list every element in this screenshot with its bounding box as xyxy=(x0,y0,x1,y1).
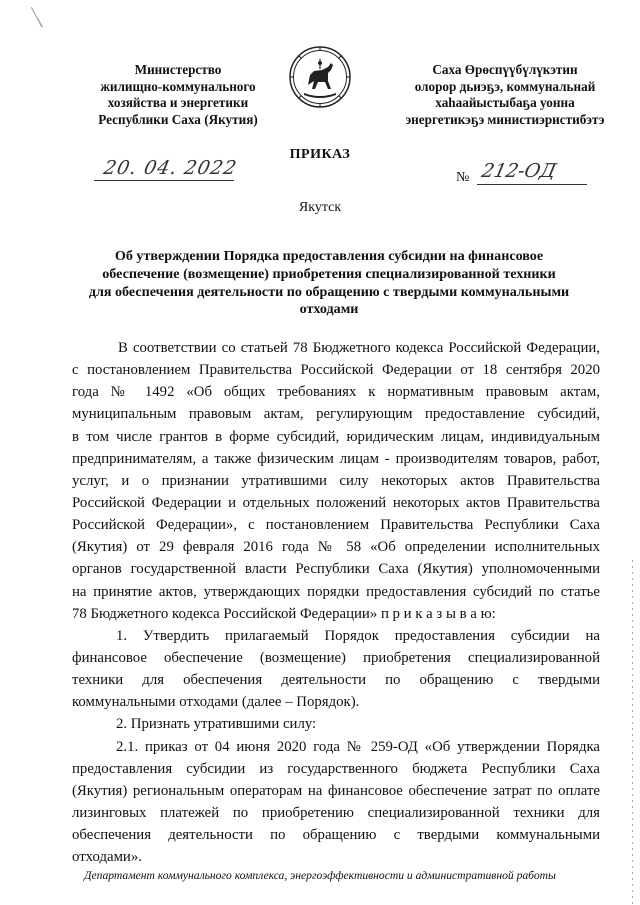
yakutia-emblem-icon xyxy=(288,45,352,109)
order-body xyxy=(72,337,600,868)
body-line: услуг, и о признании утратившими силу некоторых актов Правительства xyxy=(72,472,600,489)
ministry-line: хозяйства и энергетики xyxy=(107,95,249,110)
body-line: Российской Федерации», с постановлением Правительства Республики Саха xyxy=(72,517,600,534)
ministry-line: Республики Саха (Якутия) xyxy=(98,111,258,127)
body-line: техники для обеспечения деятельности по обращению с твердыми xyxy=(72,672,600,689)
handwritten-order-number: 212-ОД xyxy=(479,160,559,182)
ministry-line: Саха Өрөспүүбүлүкэтин xyxy=(432,62,578,77)
city-name: Якутск xyxy=(298,200,342,215)
body-line: (Якутия) от 29 февраля 2016 года № 58 «Об определении исполнительных xyxy=(72,539,600,556)
body-line: предоставления субсидии из государственного бюджета Республики Саха xyxy=(72,760,600,777)
number-underline xyxy=(477,184,587,185)
ministry-line: жилищно-коммунального xyxy=(100,78,256,94)
body-line: обеспечения деятельности по обращению с твердыми коммунальными xyxy=(72,827,600,844)
body-line: В соответствии со статьей 78 Бюджетного кодекса Российской Федерации, xyxy=(118,340,600,356)
document-title: ПРИКАЗ xyxy=(289,147,351,162)
ministry-name-yakut xyxy=(378,62,632,128)
date-underline xyxy=(94,180,234,181)
ministry-line: олорор дьиэҕэ, коммунальнай xyxy=(414,78,596,94)
body-line: года № 1492 «Об общих требованиях к нормативным правовым актам, xyxy=(72,384,600,401)
subject-line: обеспечение (возмещение) приобретения специализированной техники xyxy=(102,265,556,282)
body-line: 1. Утвердить прилагаемый Порядок предоставления субсидии на xyxy=(116,627,600,644)
body-line: предпринимателям, а также физическим лицам - производителям товаров, работ, xyxy=(72,450,600,467)
body-line: 2.1. приказ от 04 июня 2020 года № 259-ОД «Об утверждении Порядка xyxy=(116,738,600,755)
order-subject xyxy=(62,248,596,319)
body-line: Российской Федерации и отдельных положений некоторых актов Правительства xyxy=(72,494,600,511)
body-line: 2. Признать утратившими силу: xyxy=(116,716,317,733)
ministry-name-russian xyxy=(74,62,282,128)
body-line: органов государственной власти Республики Саха (Якутия) уполномоченными xyxy=(72,561,600,578)
subject-line: Об утверждении Порядка предоставления субсидии на финансовое xyxy=(114,248,544,264)
footer-department: Департамент коммунального комплекса, энергоэффективности и административной работы xyxy=(84,869,556,882)
handwritten-date: 20. 04. 2022 xyxy=(101,157,240,179)
number-sign: № xyxy=(456,170,470,185)
body-line: отходами». xyxy=(72,849,142,866)
body-line: муниципальным правовым актам, регулирующим предоставление субсидий, xyxy=(72,406,600,423)
subject-line: отходами xyxy=(299,301,359,318)
body-line: (Якутия) региональным операторам на финансовое обеспечение затрат по оплате xyxy=(72,782,600,799)
body-line: коммунальными отходами (далее – Порядок). xyxy=(72,694,360,711)
body-line: финансовое обеспечение (возмещение) приобретения специализированной xyxy=(72,649,600,666)
ministry-line: хаһаайыстыбаҕа уонна xyxy=(435,95,575,110)
body-line: на принятие актов, утверждающих порядки предоставления субсидий по статье xyxy=(72,583,600,600)
body-line: с постановлением Правительства Российской Федерации от 18 сентября 2020 xyxy=(72,362,600,379)
ministry-line: энергетикэҕэ министиэристибэтэ xyxy=(405,111,605,127)
scan-edge-artifact xyxy=(632,560,633,905)
body-line: в том числе грантов в форме субсидий, юридическим лицам, индивидуальным xyxy=(72,428,600,445)
ministry-line: Министерство xyxy=(134,62,222,77)
body-line: лизинговых платежей по приобретению специализированной техники для xyxy=(72,804,600,821)
subject-line: для обеспечения деятельности по обращению с твердыми коммунальными xyxy=(88,283,570,300)
body-line: 78 Бюджетного кодекса Российской Федерации» п р и к а з ы в а ю: xyxy=(72,605,496,622)
